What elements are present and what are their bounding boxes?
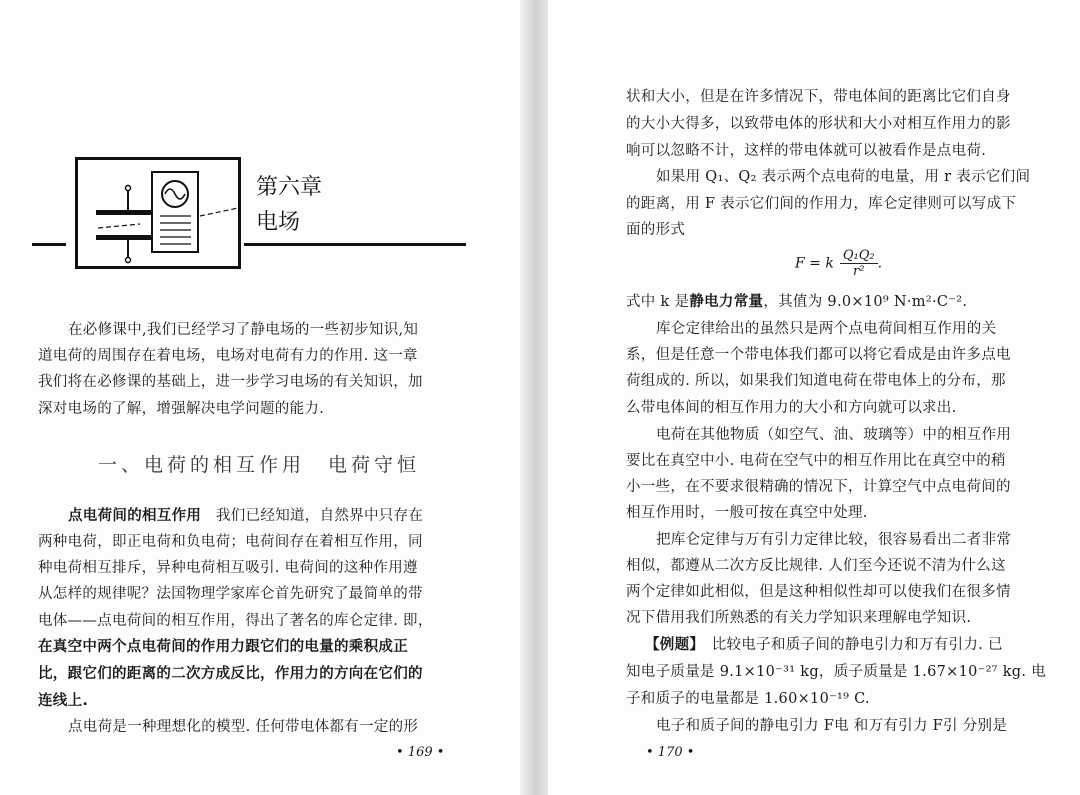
intro-line: 我们将在必修课的基础上，进一步学习电场的有关知识，加 bbox=[38, 374, 423, 390]
body-line: 电体——点电荷间的相互作用，得出了著名的库仑定律. 即， bbox=[38, 613, 433, 629]
body-first-line bbox=[68, 506, 423, 526]
body-line: 状和大小，但是在许多情况下，带电体间的距离比它们自身 bbox=[626, 89, 1011, 105]
body-line: 种电荷相互排斥，异种电荷相互吸引. 电荷间的这种作用遵 bbox=[38, 560, 418, 576]
formula-end: . bbox=[877, 255, 883, 272]
body-line: 如果用 Q₁、Q₂ 表示两个点电荷的电量，用 r 表示它们间 bbox=[656, 169, 1031, 185]
constant-line bbox=[626, 292, 967, 312]
section-title: 一、电荷的相互作用 电荷守恒 bbox=[98, 454, 421, 476]
example-label: 【例题】 bbox=[645, 637, 697, 653]
law-bold-line: 在真空中两个点电荷间的作用力跟它们的电量的乘积成正 bbox=[38, 639, 408, 655]
coulomb-formula bbox=[795, 248, 882, 279]
example-body-line: 知电子质量是 9.1×10⁻³¹ kg，质子质量是 1.67×10⁻²⁷ kg. 电 bbox=[626, 664, 1046, 680]
body-line: 库仑定律给出的虽然只是两个点电荷间相互作用的关 bbox=[656, 321, 997, 337]
body-line: 的距离，用 F 表示它们间的作用力，库仑定律则可以写成下 bbox=[626, 196, 1017, 212]
law-bold-line: 连线上. bbox=[38, 693, 89, 709]
example-line bbox=[645, 635, 1003, 655]
constant-rest: ，其值为 9.0×10⁹ N·m²·C⁻². bbox=[763, 294, 968, 310]
body-first-bold: 点电荷间的相互作用 bbox=[68, 508, 202, 524]
example-body-line: 子和质子的电量都是 1.60×10⁻¹⁹ C. bbox=[626, 691, 870, 707]
body-line: 点电荷是一种理想化的模型. 任何带电体都有一定的形 bbox=[68, 719, 419, 735]
intro-line: 道电荷的周围存在着电场，电场对电荷有力的作用. 这一章 bbox=[38, 348, 418, 364]
formula-numerator: Q₁Q₂ bbox=[840, 248, 878, 264]
body-line: 两个定律如此相似，但是这种相似性却可以使我们在很多情 bbox=[626, 584, 1011, 600]
body-line: 的大小大得多，以致带电体的形状和大小对相互作用力的影 bbox=[626, 116, 1011, 132]
book-gutter bbox=[520, 0, 548, 795]
chapter-icon-box bbox=[75, 157, 241, 269]
constant-prefix: 式中 k 是 bbox=[626, 294, 690, 310]
body-line: 两种电荷，即正电荷和负电荷；电荷间存在着相互作用，同 bbox=[38, 534, 423, 550]
body-line: 么带电体间的相互作用力的大小和方向就可以求出. bbox=[626, 400, 957, 416]
chapter-rule-right bbox=[244, 243, 466, 246]
formula-lhs: F = k bbox=[795, 255, 834, 272]
body-line: 相互作用时，一般可按在真空中处理. bbox=[626, 505, 868, 521]
body-line: 系，但是任意一个带电体我们都可以将它看成是由许多点电 bbox=[626, 347, 1011, 363]
chapter-rule-left bbox=[32, 243, 66, 246]
body-line: 相似，都遵从二次方反比规律. 人们至今还说不清为什么这 bbox=[626, 558, 1006, 574]
body-line: 荷组成的. 所以，如果我们知道电荷在带电体上的分布，那 bbox=[626, 373, 1006, 389]
formula-fraction bbox=[840, 248, 878, 279]
body-line: 电荷在其他物质（如空气、油、玻璃等）中的相互作用 bbox=[656, 427, 1012, 443]
page-number: • 170 • bbox=[646, 745, 695, 760]
chapter-subtitle: 电场 bbox=[256, 210, 301, 235]
body-line: 小一些，在不要求很精确的情况下，计算空气中点电荷间的 bbox=[626, 479, 1011, 495]
example-body-line: 电子和质子间的静电引力 F电 和万有引力 F引 分别是 bbox=[656, 718, 1008, 734]
law-bold-line: 比，跟它们的距离的二次方成反比，作用力的方向在它们的 bbox=[38, 666, 423, 682]
body-line: 响可以忽略不计，这样的带电体就可以被看作是点电荷. bbox=[626, 143, 987, 159]
left-page bbox=[0, 0, 520, 795]
constant-bold: 静电力常量 bbox=[689, 294, 764, 310]
formula-denominator: r² bbox=[852, 264, 865, 279]
intro-line: 在必修课中,我们已经学习了静电场的一些初步知识,知 bbox=[68, 322, 419, 338]
body-line: 把库仑定律与万有引力定律比较，很容易看出二者非常 bbox=[656, 532, 1012, 548]
body-line: 况下借用我们所熟悉的有关力学知识来理解电学知识. bbox=[626, 610, 972, 626]
body-line: 面的形式 bbox=[626, 222, 686, 238]
body-first-rest: 我们已经知道，自然界中只存在 bbox=[201, 508, 424, 524]
chapter-title: 第六章 bbox=[256, 175, 323, 200]
example-rest: 比较电子和质子间的静电引力和万有引力. 已 bbox=[696, 637, 1003, 653]
intro-line: 深对电场的了解，增强解决电学问题的能力. bbox=[38, 401, 325, 417]
body-line: 要比在真空中小. 电荷在空气中的相互作用比在真空中的稍 bbox=[626, 453, 1006, 469]
capacitor-field-illustration bbox=[78, 160, 238, 266]
body-line: 从怎样的规律呢？法国物理学家库仑首先研究了最简单的带 bbox=[38, 586, 423, 602]
page-number: • 169 • bbox=[396, 745, 445, 760]
